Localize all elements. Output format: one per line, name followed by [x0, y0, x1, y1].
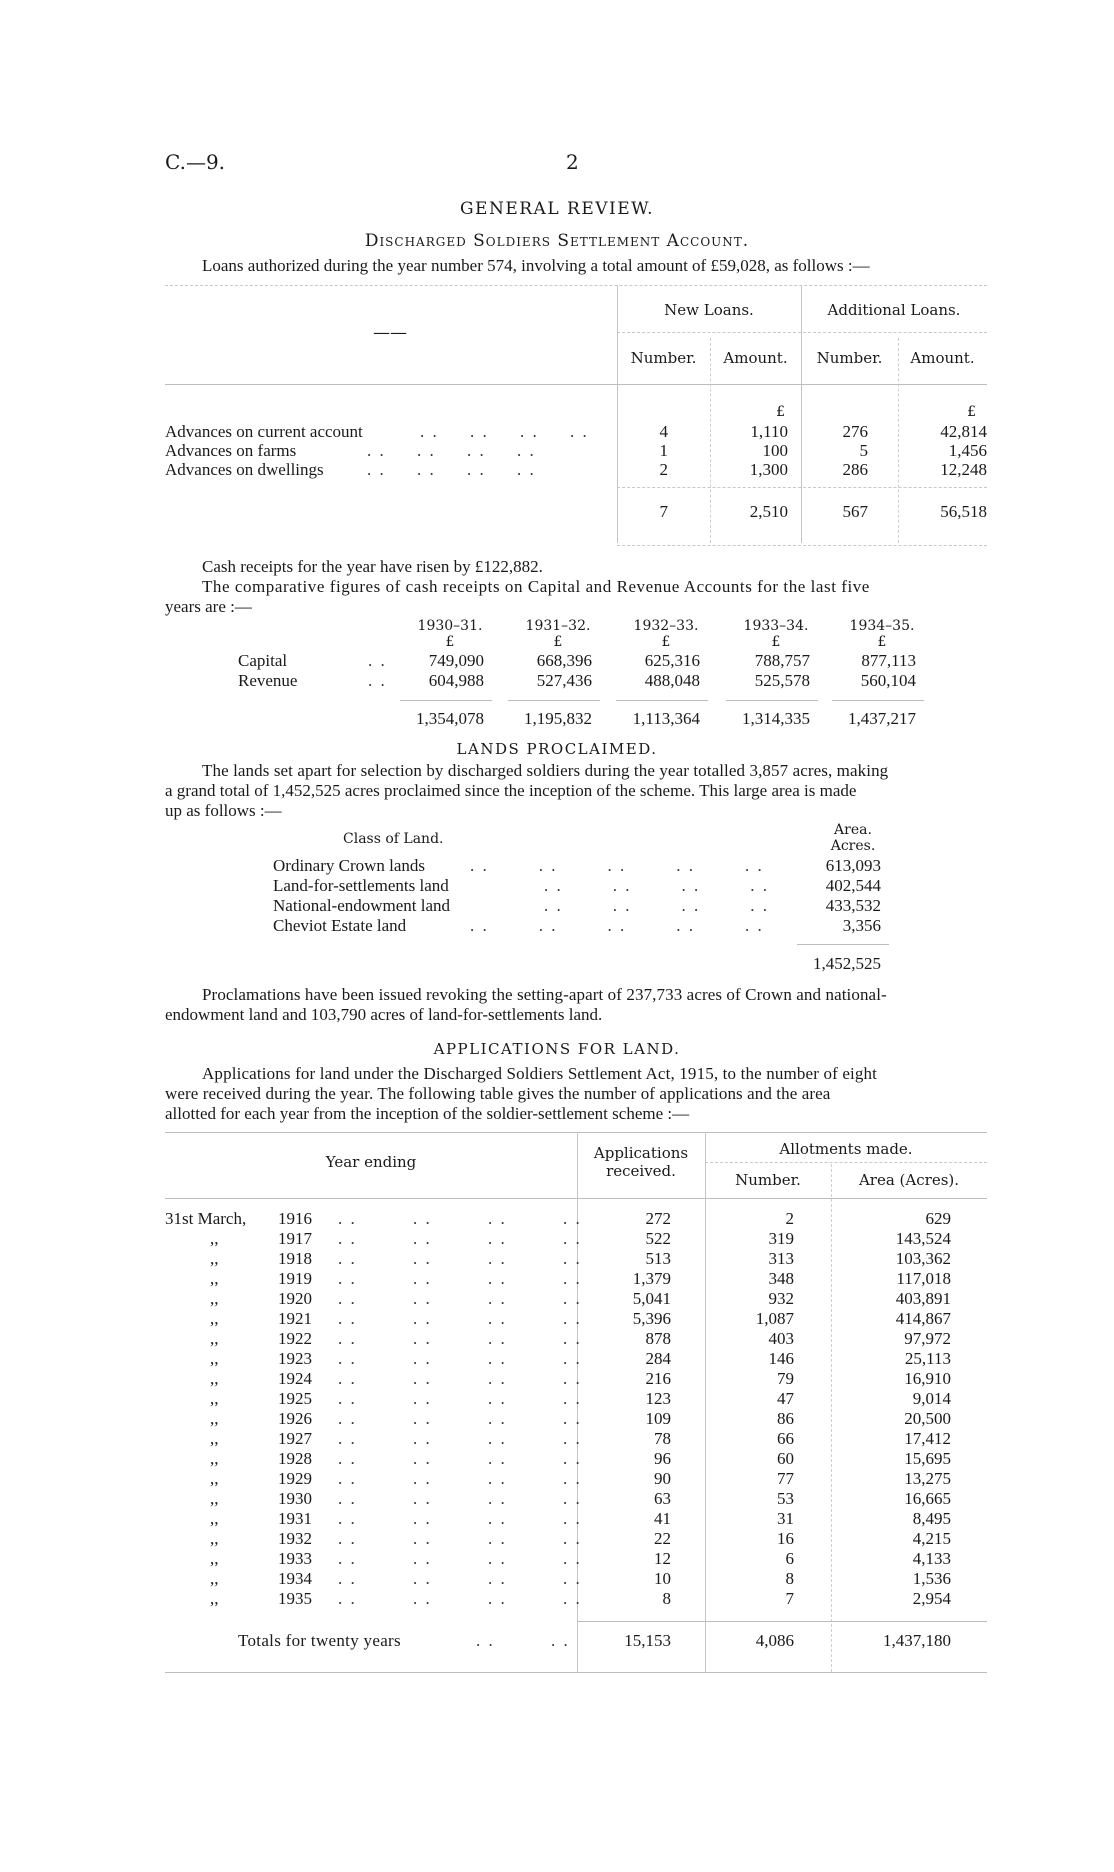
loans-row-add-number: 276	[842, 422, 868, 441]
applications-row-area: 9,014	[912, 1389, 951, 1408]
loans-row-new-number: 2	[659, 460, 668, 479]
loans-total-new-number: 7	[659, 502, 668, 521]
applications-row-area: 13,275	[904, 1469, 951, 1488]
applications-header-area: Area (Acres).	[858, 1171, 960, 1189]
applications-row-area: 1,536	[912, 1569, 951, 1588]
receipts-total: 1,314,335	[742, 709, 810, 728]
loans-row-add-amount: 42,814	[940, 422, 987, 441]
applications-row-prefix: ,,	[210, 1549, 219, 1568]
applications-row-dots: . . . . . . . .	[338, 1529, 582, 1548]
receipts-value: 749,090	[428, 651, 484, 670]
loans-row-new-amount: 1,110	[750, 422, 788, 441]
applications-totals-label: Totals for twenty years	[238, 1631, 401, 1650]
receipts-value: 668,396	[536, 651, 592, 670]
applications-row-prefix: ,,	[210, 1569, 219, 1588]
applications-row-dots: . . . . . . . .	[338, 1509, 582, 1528]
applications-row-prefix: ,,	[210, 1349, 219, 1368]
applications-row-year: 1934	[278, 1569, 312, 1588]
receipts-value: 604,988	[428, 671, 484, 690]
applications-row-year: 1928	[278, 1449, 312, 1468]
loans-header-new: New Loans.	[664, 301, 754, 319]
applications-row-prefix: ,,	[210, 1489, 219, 1508]
applications-row-number: 146	[768, 1349, 794, 1368]
applications-row-received: 63	[654, 1489, 671, 1508]
loans-row-add-number: 286	[842, 460, 868, 479]
applications-row-dots: . . . . . . . .	[338, 1589, 582, 1608]
applications-row-dots: . . . . . . . .	[338, 1369, 582, 1388]
loans-row-dots: . . . . . . . .	[367, 441, 536, 460]
lands-row-area: 433,532	[825, 896, 881, 915]
applications-row-year: 1919	[278, 1269, 312, 1288]
applications-row-received: 41	[654, 1509, 671, 1528]
receipts-total: 1,437,217	[848, 709, 916, 728]
applications-row-dots: . . . . . . . .	[338, 1269, 582, 1288]
receipts-row-label: Revenue	[238, 671, 298, 690]
lands-total: 1,452,525	[813, 954, 881, 973]
loans-row-label: Advances on dwellings	[165, 460, 324, 479]
cash-line-3: years are :—	[165, 597, 252, 616]
lands-row-label: Land-for-settlements land	[273, 876, 449, 895]
applications-header-number: Number.	[735, 1171, 801, 1189]
page-number: 2	[566, 150, 579, 174]
applications-row-dots: . . . . . . . .	[338, 1409, 582, 1428]
applications-row-dots: . . . . . . . .	[338, 1249, 582, 1268]
receipts-row-dots: . .	[368, 651, 387, 670]
applications-row-area: 15,695	[904, 1449, 951, 1468]
applications-row-year: 1932	[278, 1529, 312, 1548]
lands-row-area: 613,093	[825, 856, 881, 875]
loans-header-additional: Additional Loans.	[827, 301, 961, 319]
applications-row-area: 103,362	[895, 1249, 951, 1268]
applications-row-prefix: ,,	[210, 1229, 219, 1248]
lands-row-dots: . . . . . . . . . .	[470, 916, 764, 935]
applications-row-year: 1931	[278, 1509, 312, 1528]
applications-totals-dots: . . . .	[476, 1631, 570, 1650]
applications-row-received: 22	[654, 1529, 671, 1548]
loans-header-new-number: Number.	[630, 349, 697, 367]
applications-row-year: 1927	[278, 1429, 312, 1448]
applications-row-prefix: ,,	[210, 1409, 219, 1428]
receipts-value: 625,316	[644, 651, 700, 670]
receipts-value: 525,578	[754, 671, 810, 690]
applications-row-area: 16,910	[904, 1369, 951, 1388]
loans-header-add-number: Number.	[816, 349, 883, 367]
applications-row-year: 1921	[278, 1309, 312, 1328]
applications-row-prefix: ,,	[210, 1309, 219, 1328]
loans-row-dots: . . . . . . . .	[367, 460, 536, 479]
loans-row-label: Advances on current account	[165, 422, 363, 441]
proclamations-line-2: endowment land and 103,790 acres of land-for-settlements land.	[165, 1005, 603, 1024]
applications-row-prefix: ,,	[210, 1449, 219, 1468]
receipts-total: 1,354,078	[416, 709, 484, 728]
loans-row-new-amount: 1,300	[749, 460, 788, 479]
applications-row-area: 97,972	[904, 1329, 951, 1348]
applications-row-area: 2,954	[912, 1589, 951, 1608]
applications-row-year: 1930	[278, 1489, 312, 1508]
section-subtitle: Discharged Soldiers Settlement Account.	[364, 231, 750, 251]
lands-header-unit: Acres.	[830, 838, 876, 854]
applications-row-received: 5,396	[632, 1309, 671, 1328]
applications-header-year: Year ending	[325, 1153, 417, 1171]
applications-row-area: 17,412	[904, 1429, 951, 1448]
applications-header-allotments: Allotments made.	[779, 1140, 913, 1158]
applications-row-dots: . . . . . . . .	[338, 1469, 582, 1488]
applications-row-received: 284	[645, 1349, 671, 1368]
applications-row-prefix: ,,	[210, 1509, 219, 1528]
applications-row-number: 932	[768, 1289, 794, 1308]
lands-row-label: National-endowment land	[273, 896, 451, 915]
applications-row-prefix: 31st March,	[165, 1209, 247, 1228]
applications-line-3: allotted for each year from the inception of the soldier-settlement scheme :—	[165, 1104, 690, 1123]
applications-line-1: Applications for land under the Discharged Soldiers Settlement Act, 1915, to the number of eight	[202, 1064, 878, 1083]
lands-line-3: up as follows :—	[165, 801, 282, 820]
applications-row-year: 1918	[278, 1249, 312, 1268]
applications-row-received: 90	[654, 1469, 671, 1488]
applications-total-received: 15,153	[624, 1631, 671, 1650]
loans-row-add-number: 5	[859, 441, 868, 460]
loans-intro: Loans authorized during the year number 574, involving a total amount of £59,028, as follows :—	[202, 256, 870, 275]
receipts-value: 877,113	[861, 651, 916, 670]
receipts-currency: £	[553, 634, 563, 650]
applications-row-year: 1933	[278, 1549, 312, 1568]
applications-header-received: Applications received.	[593, 1144, 689, 1180]
applications-row-dots: . . . . . . . .	[338, 1229, 582, 1248]
loans-row-new-number: 4	[659, 422, 668, 441]
applications-row-number: 6	[785, 1549, 794, 1568]
applications-row-number: 313	[768, 1249, 794, 1268]
loans-currency-add: £	[967, 404, 976, 420]
receipts-value: 527,436	[536, 671, 592, 690]
applications-row-number: 2	[785, 1209, 794, 1228]
receipts-row-dots: . .	[368, 671, 387, 690]
applications-row-dots: . . . . . . . .	[338, 1329, 582, 1348]
receipts-currency: £	[661, 634, 671, 650]
applications-row-number: 8	[785, 1569, 794, 1588]
applications-row-year: 1929	[278, 1469, 312, 1488]
receipts-value: 788,757	[754, 651, 810, 670]
applications-row-area: 25,113	[904, 1349, 951, 1368]
loans-currency-new: £	[776, 404, 785, 420]
lands-row-dots: . . . . . . . .	[544, 876, 769, 895]
applications-row-area: 143,524	[895, 1229, 951, 1248]
applications-row-received: 123	[645, 1389, 671, 1408]
receipts-total: 1,195,832	[524, 709, 592, 728]
applications-row-prefix: ,,	[210, 1589, 219, 1608]
receipts-currency: £	[445, 634, 455, 650]
applications-row-received: 12	[654, 1549, 671, 1568]
applications-row-received: 513	[645, 1249, 671, 1268]
applications-line-2: were received during the year. The following table gives the number of applications and the area	[165, 1084, 831, 1103]
section-title: GENERAL REVIEW.	[459, 199, 655, 219]
receipts-currency: £	[877, 634, 887, 650]
applications-row-area: 117,018	[896, 1269, 951, 1288]
lands-row-dots: . . . . . . . . . .	[470, 856, 764, 875]
receipts-year: 1932–33.	[633, 618, 699, 634]
applications-row-year: 1926	[278, 1409, 312, 1428]
loans-total-add-amount: 56,518	[940, 502, 987, 521]
applications-row-number: 16	[777, 1529, 794, 1548]
applications-row-dots: . . . . . . . .	[338, 1429, 582, 1448]
applications-row-number: 66	[777, 1429, 794, 1448]
applications-row-area: 403,891	[895, 1289, 951, 1308]
applications-row-year: 1923	[278, 1349, 312, 1368]
applications-row-dots: . . . . . . . .	[338, 1489, 582, 1508]
applications-row-number: 47	[777, 1389, 794, 1408]
applications-row-number: 348	[768, 1269, 794, 1288]
loans-total-add-number: 567	[842, 502, 868, 521]
applications-row-number: 1,087	[755, 1309, 794, 1328]
loans-row-add-amount: 12,248	[940, 460, 987, 479]
applications-row-area: 4,215	[912, 1529, 951, 1548]
applications-row-dots: . . . . . . . .	[338, 1389, 582, 1408]
loans-row-label: Advances on farms	[165, 441, 297, 460]
applications-total-area: 1,437,180	[883, 1631, 951, 1650]
document-reference: C.—9.	[165, 150, 226, 174]
applications-row-area: 4,133	[912, 1549, 951, 1568]
applications-row-year: 1925	[278, 1389, 312, 1408]
receipts-year: 1930–31.	[417, 618, 483, 634]
applications-row-prefix: ,,	[210, 1469, 219, 1488]
applications-row-received: 5,041	[632, 1289, 671, 1308]
applications-row-prefix: ,,	[210, 1389, 219, 1408]
loans-header-add-amount: Amount.	[910, 349, 975, 367]
lands-line-2: a grand total of 1,452,525 acres proclaimed since the inception of the scheme. This large area is made	[165, 781, 857, 800]
applications-row-year: 1922	[278, 1329, 312, 1348]
receipts-value: 488,048	[644, 671, 700, 690]
applications-row-area: 414,867	[895, 1309, 951, 1328]
applications-row-area: 629	[925, 1209, 951, 1228]
applications-row-number: 31	[777, 1509, 794, 1528]
applications-row-number: 86	[777, 1409, 794, 1428]
applications-row-prefix: ,,	[210, 1289, 219, 1308]
loans-row-new-number: 1	[659, 441, 668, 460]
applications-row-dots: . . . . . . . .	[338, 1549, 582, 1568]
lands-header-area: Area.	[834, 822, 872, 838]
applications-row-number: 79	[777, 1369, 794, 1388]
lands-line-1: The lands set apart for selection by discharged soldiers during the year totalled 3,857 acres, making	[202, 761, 889, 780]
applications-row-number: 60	[777, 1449, 794, 1468]
lands-heading: LANDS PROCLAIMED.	[456, 740, 658, 758]
applications-row-dots: . . . . . . . .	[338, 1309, 582, 1328]
applications-row-dots: . . . . . . . .	[338, 1349, 582, 1368]
loans-row-new-amount: 100	[762, 441, 788, 460]
applications-row-dots: . . . . . . . .	[338, 1209, 582, 1228]
cash-line-2: The comparative figures of cash receipts on Capital and Revenue Accounts for the last five	[202, 577, 870, 596]
applications-row-prefix: ,,	[210, 1529, 219, 1548]
applications-row-prefix: ,,	[210, 1429, 219, 1448]
applications-row-prefix: ,,	[210, 1269, 219, 1288]
receipts-year: 1933–34.	[743, 618, 809, 634]
applications-row-year: 1924	[278, 1369, 312, 1388]
receipts-year: 1931–32.	[525, 618, 591, 634]
receipts-currency: £	[771, 634, 781, 650]
lands-row-label: Ordinary Crown lands	[273, 856, 426, 875]
applications-row-number: 77	[777, 1469, 794, 1488]
applications-row-year: 1916	[278, 1209, 312, 1228]
applications-row-year: 1917	[278, 1229, 312, 1248]
applications-row-prefix: ,,	[210, 1249, 219, 1268]
applications-heading: APPLICATIONS FOR LAND.	[433, 1040, 681, 1058]
receipts-year: 1934–35.	[849, 618, 915, 634]
loans-header-new-amount: Amount.	[723, 349, 788, 367]
applications-row-received: 109	[645, 1409, 671, 1428]
applications-row-year: 1935	[278, 1589, 312, 1608]
applications-row-area: 16,665	[904, 1489, 951, 1508]
applications-row-received: 272	[645, 1209, 671, 1228]
loans-row-dots: . . . . . . . .	[420, 422, 589, 441]
applications-row-area: 8,495	[912, 1509, 951, 1528]
applications-row-received: 1,379	[632, 1269, 671, 1288]
applications-row-received: 522	[645, 1229, 671, 1248]
receipts-value: 560,104	[860, 671, 916, 690]
applications-row-number: 319	[768, 1229, 794, 1248]
proclamations-line-1: Proclamations have been issued revoking the setting-apart of 237,733 acres of Crown and national-	[202, 985, 887, 1004]
applications-row-received: 10	[654, 1569, 671, 1588]
applications-row-received: 216	[645, 1369, 671, 1388]
applications-row-number: 403	[768, 1329, 794, 1348]
applications-row-number: 53	[777, 1489, 794, 1508]
applications-row-dots: . . . . . . . .	[338, 1569, 582, 1588]
lands-row-label: Cheviot Estate land	[273, 916, 407, 935]
applications-row-dots: . . . . . . . .	[338, 1289, 582, 1308]
applications-row-year: 1920	[278, 1289, 312, 1308]
applications-row-number: 7	[785, 1589, 794, 1608]
loans-dash: ——	[373, 323, 407, 343]
cash-line-1: Cash receipts for the year have risen by £122,882.	[202, 557, 543, 576]
applications-row-received: 96	[654, 1449, 671, 1468]
applications-total-number: 4,086	[755, 1631, 794, 1650]
applications-row-received: 78	[654, 1429, 671, 1448]
applications-row-area: 20,500	[904, 1409, 951, 1428]
applications-row-received: 878	[645, 1329, 671, 1348]
loans-row-add-amount: 1,456	[948, 441, 987, 460]
lands-header-class: Class of Land.	[343, 831, 444, 847]
receipts-total: 1,113,364	[632, 709, 700, 728]
lands-row-area: 3,356	[842, 916, 881, 935]
lands-row-dots: . . . . . . . .	[544, 896, 769, 915]
loans-total-new-amount: 2,510	[749, 502, 788, 521]
applications-row-dots: . . . . . . . .	[338, 1449, 582, 1468]
lands-row-area: 402,544	[825, 876, 881, 895]
applications-row-prefix: ,,	[210, 1369, 219, 1388]
applications-row-received: 8	[662, 1589, 671, 1608]
applications-row-prefix: ,,	[210, 1329, 219, 1348]
receipts-row-label: Capital	[238, 651, 288, 670]
